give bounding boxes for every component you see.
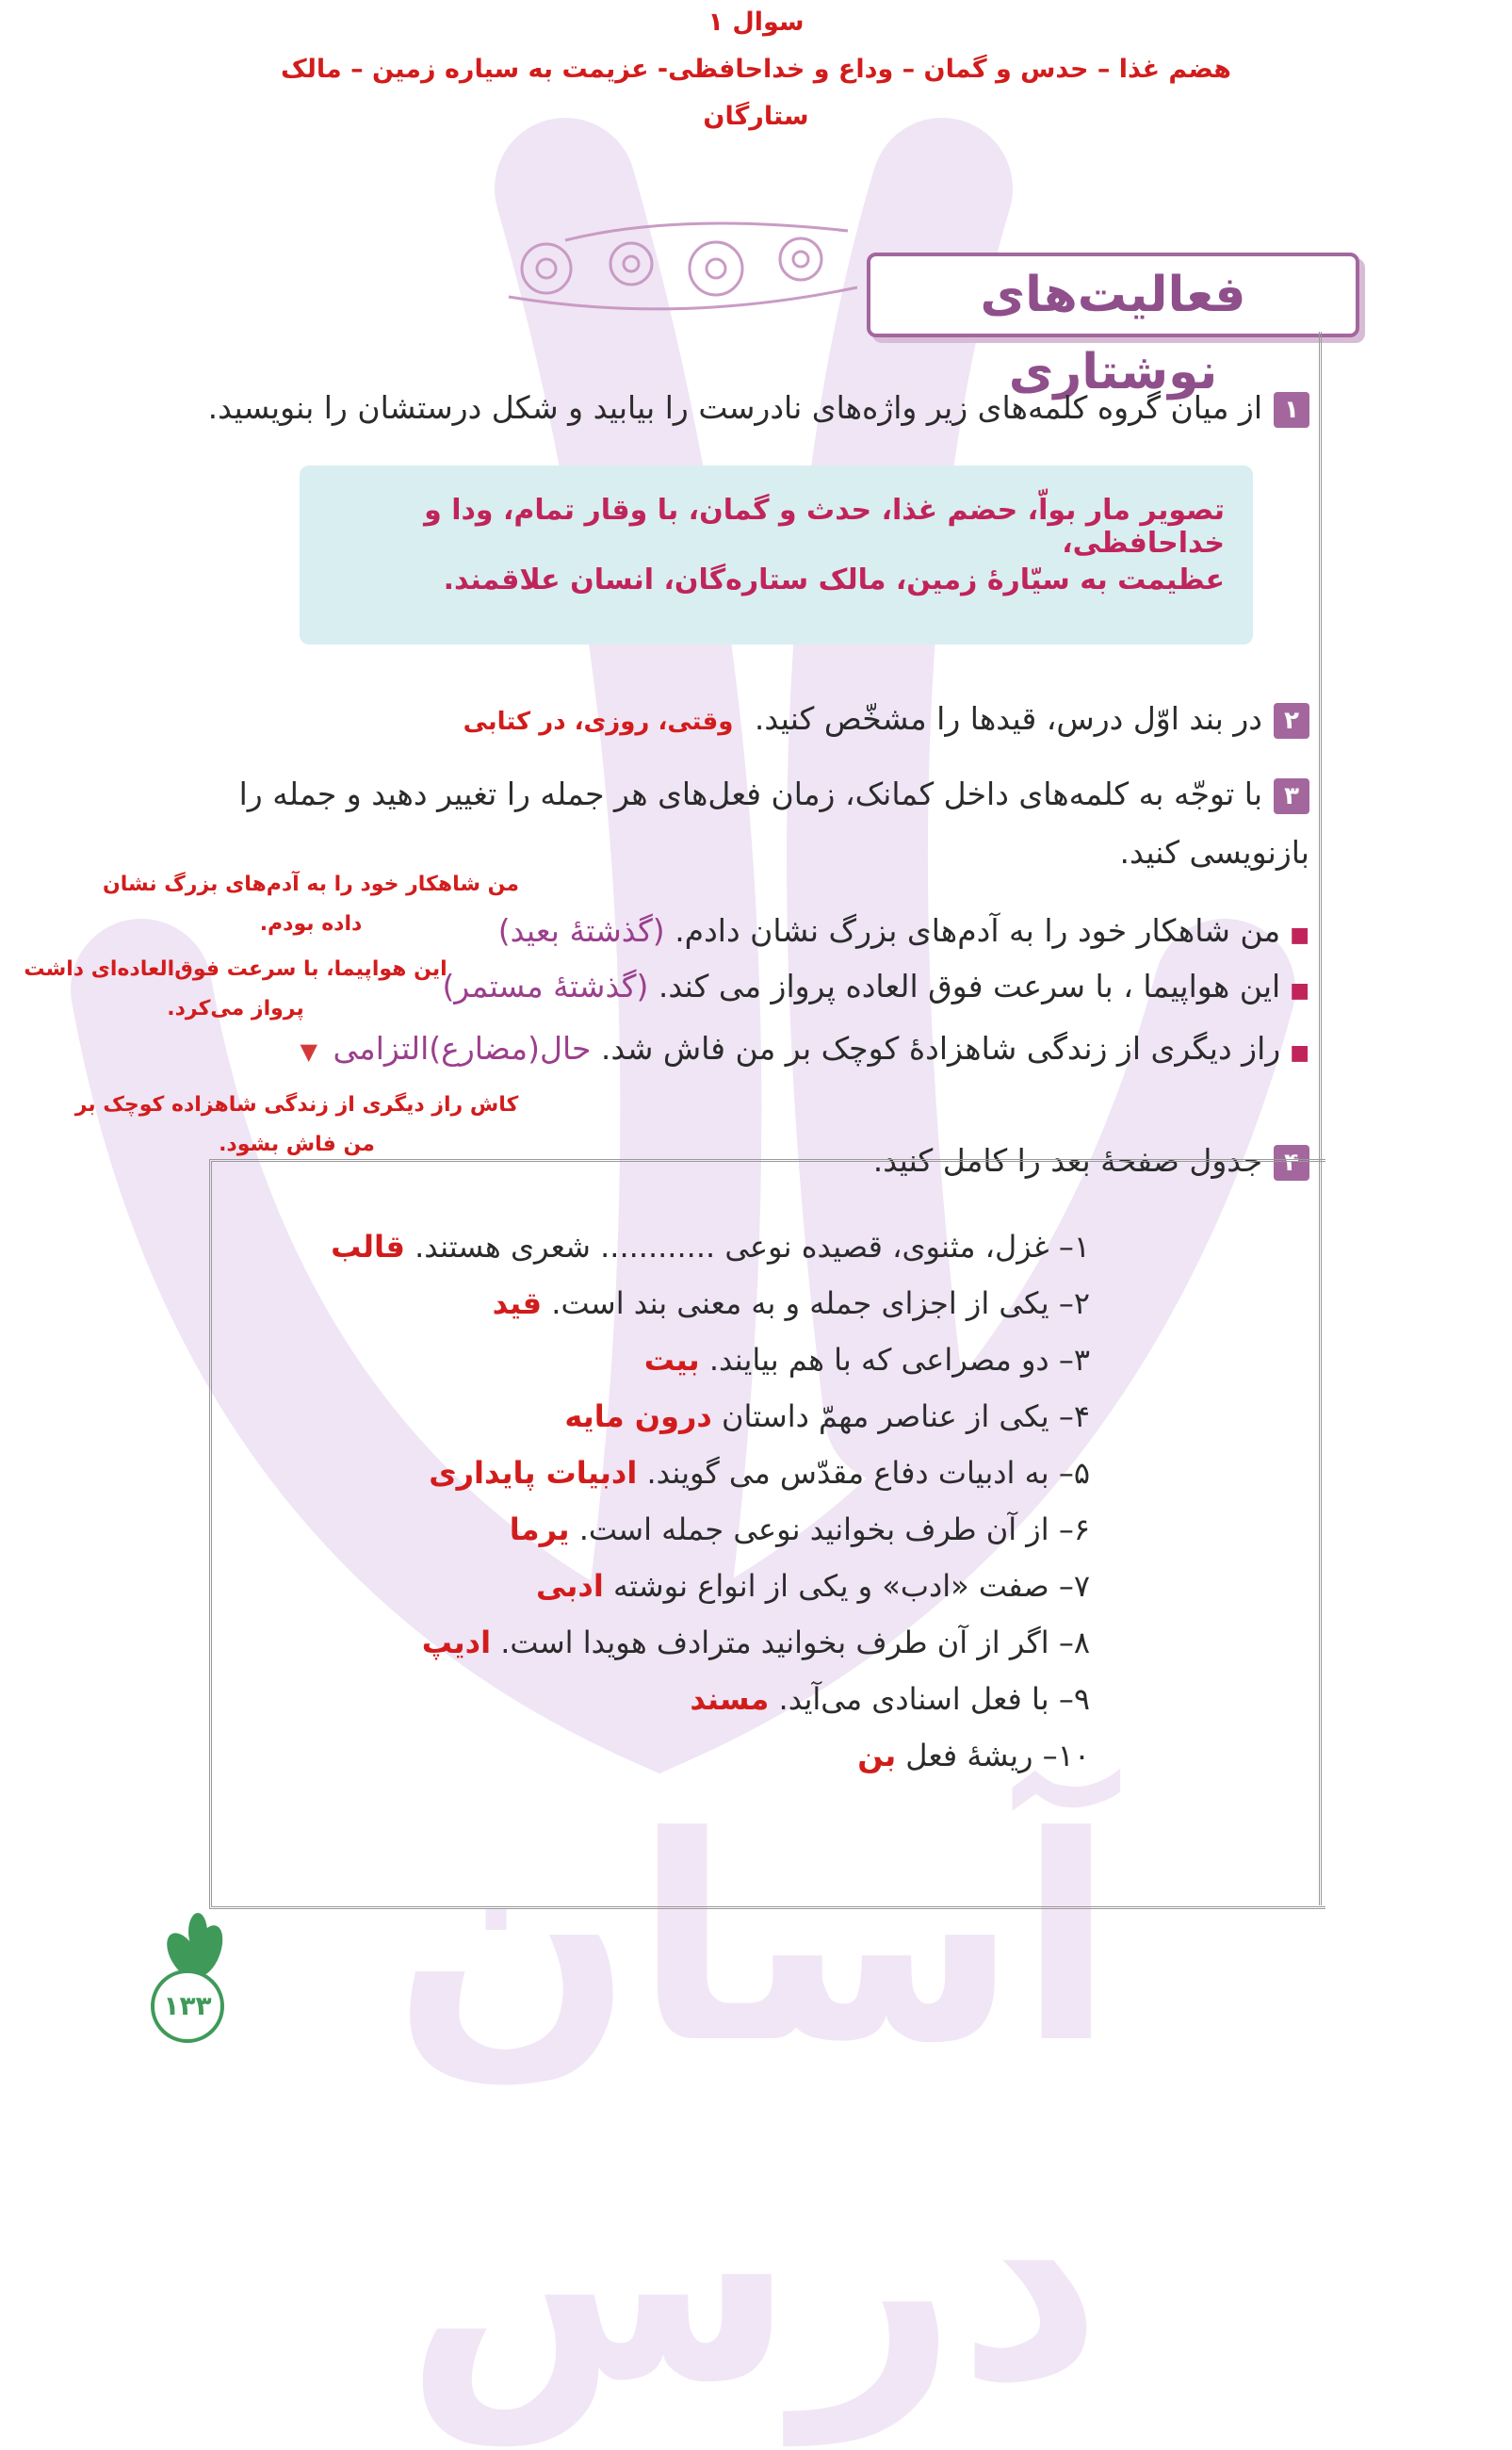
question-3-answer-2: این هواپیما، با سرعت فوق‌العاده‌ای داشت پرواز می‌کرد.: [24, 957, 447, 1021]
question-3-line-2: بازنویسی کنید.: [1119, 834, 1309, 871]
question-3-item-2-hint: (گذشتۀ مستمر): [442, 968, 649, 1004]
bullet-icon: ■: [1290, 923, 1309, 947]
list-item: ۶– از آن طرف بخوانید نوعی جمله است. یرما: [509, 1511, 1090, 1547]
question-2: [463, 695, 1309, 745]
question-2-answer: وقتی، روزی، در کتابی: [463, 708, 734, 736]
question-3-item-1-hint: (گذشتۀ بعید): [497, 912, 665, 949]
question-2-number: ۲: [1274, 703, 1309, 739]
question-3: [239, 771, 1309, 818]
list-item: ۱– غزل، مثنوی، قصیده نوعی ............ شعری هستند. قالب: [331, 1229, 1090, 1265]
question-3-answer-1: من شاهکار خود را به آدم‌های بزرگ نشان داده بودم.: [102, 873, 520, 936]
question-3-number: ۳: [1274, 778, 1309, 814]
question-3-item-3: ■راز دیگری از زندگی شاهزادۀ کوچک بر من فاش شد. حال(مضارع)التزامی ▼: [300, 1030, 1309, 1067]
list-item: ۴– یکی از عناصر مهمّ داستان درون مایه: [564, 1398, 1090, 1434]
list-item: ۹– با فعل اسنادی می‌آید. مسند: [690, 1681, 1090, 1717]
answer-title: سوال ۱: [707, 8, 805, 37]
list-item: ۸– اگر از آن طرف بخوانید مترادف هویدا است. ادیپ: [421, 1625, 1090, 1660]
question-1: [208, 384, 1309, 432]
answer-line-1: هضم غذا – حدس و گمان – وداع و خداحافظی- عزیمت به سیاره زمین – مالک: [281, 55, 1231, 84]
section-banner-title: فعالیت‌های نوشتاری: [980, 267, 1246, 400]
answer-line-2: ستارگان: [703, 102, 809, 131]
question-4-number: ۴: [1274, 1145, 1309, 1181]
question-1-box-line-2: عظیمت به سیّارۀ زمین، مالک ستاره‌گان، انسان علاقمند.: [443, 564, 1225, 596]
question-1-box-line-1: تصویر مار بواّ، حضم غذا، حدث و گمان، با وقار تمام، ودا و خداحافظی،: [424, 494, 1225, 560]
question-1-box: [300, 466, 1253, 645]
question-2-text: در بند اوّل درس، قیدها را مشخّص کنید.: [754, 700, 1262, 737]
question-1-number: ۱: [1274, 392, 1309, 428]
list-item: ۵– به ادبیات دفاع مقدّس می گویند. ادبیات پایداری: [429, 1455, 1090, 1491]
question-1-text: از میان گروه کلمه‌های زیر واژه‌های نادرست را بیابید و شکل درستشان را بنویسید.: [207, 389, 1262, 426]
question-4-box: [209, 1159, 1325, 1909]
question-3-text-line-1: با توجّه به کلمه‌های داخل کمانک، زمان فعل‌های هر جمله را تغییر دهید و جمله را: [238, 776, 1262, 812]
page-number-badge: [151, 1969, 224, 2043]
watermark-text: آسان درس: [392, 1776, 1115, 2444]
question-3-answer-3: کاش راز دیگری از زندگی شاهزاده کوچک بر من فاش بشود.: [74, 1093, 519, 1156]
question-4-text: جدول صفحۀ بعد را کامل کنید.: [872, 1142, 1262, 1179]
list-item: ۲– یکی از اجزای جمله و به معنی بند است. قید: [492, 1285, 1090, 1321]
question-3-item-3-hint: حال(مضارع)التزامی: [333, 1030, 592, 1067]
section-banner: [867, 253, 1359, 400]
question-3-item-1: ■من شاهکار خود را به آدم‌های بزرگ نشان دادم. (گذشتۀ بعید): [497, 912, 1309, 949]
bullet-icon: ■: [1290, 1041, 1309, 1065]
question-3-item-2: ■این هواپیما ، با سرعت فوق العاده پرواز می کند. (گذشتۀ مستمر): [442, 968, 1309, 1004]
list-item: ۱۰– ریشۀ فعل بن: [857, 1738, 1090, 1773]
page-number: ۱۳۳: [163, 1990, 212, 2021]
list-item: ۳– دو مصراعی که با هم بیایند. بیت: [643, 1342, 1090, 1378]
floral-ornament: [490, 212, 867, 335]
bullet-icon: ■: [1290, 979, 1309, 1003]
triangle-down-icon: ▼: [300, 1038, 318, 1065]
question-4-list: [331, 1218, 1090, 1784]
list-item: ۷– صفت «ادب» و یکی از انواع نوشته ادبی: [536, 1568, 1090, 1604]
